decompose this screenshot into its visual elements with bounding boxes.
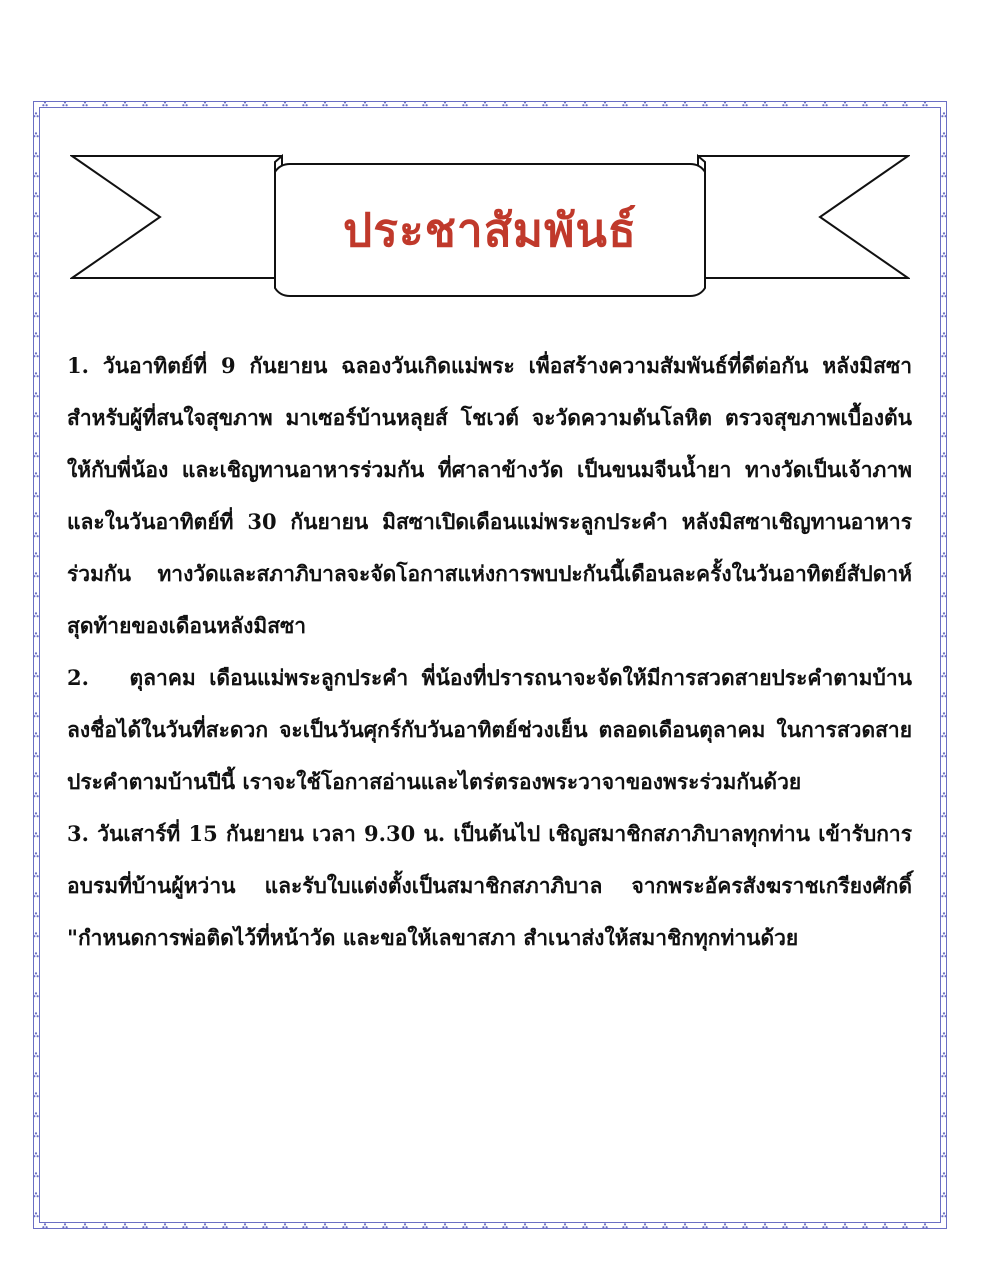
announcement-text: วันอาทิตย์ที่ 9 กันยายน ฉลองวันเกิดแม่พระ เพื่อสร้างความสัมพันธ์ที่ดีต่อกัน หลังมิสซาสำหรับผู้ที่สนใจสุขภาพ มาเซอร์บ้านหลุยส์ โชเวต์ จะวัดความดันโลหิต ตรวจสุขภาพเบื้องต้นให้กับพี่น้อง และเชิญทานอาหารร่วมกัน ที่ศาลาข้างวัด เป็นขนมจีนน้ำยา ทางวัดเป็นเจ้าภาพ และในวันอาทิตย์ที่ 30 กันยายน มิสซาเปิดเดือนแม่พระลูกประคำ หลังมิสซาเชิญทานอาหารร่วมกัน ทางวัดและสภาภิบาลจะจัดโอกาสแห่งการพบปะกันนี้เดือนละครั้งในวันอาทิตย์สัปดาห์สุดท้ายของเดือนหลังมิสซา — [67, 353, 913, 638]
border-ornament — [941, 1192, 946, 1197]
border-ornament — [33, 712, 38, 717]
border-ornament — [342, 101, 347, 106]
border-ornament — [102, 101, 107, 106]
border-ornament — [342, 1223, 347, 1228]
border-ornament — [941, 192, 946, 197]
border-ornament — [33, 752, 38, 757]
border-ornament — [33, 652, 38, 657]
border-ornament — [33, 392, 38, 397]
border-ornament — [941, 832, 946, 837]
border-ornament — [362, 1223, 367, 1228]
border-ornament — [662, 101, 667, 106]
border-ornament — [322, 1223, 327, 1228]
announcement-number: 3. — [67, 821, 89, 846]
border-ornament — [33, 572, 38, 577]
border-ornament — [941, 632, 946, 637]
border-ornament — [442, 101, 447, 106]
border-ornament — [482, 101, 487, 106]
border-ornament — [822, 101, 827, 106]
border-ornament — [33, 1152, 38, 1157]
border-ornament — [562, 101, 567, 106]
border-ornament — [33, 332, 38, 337]
border-ornament — [182, 1223, 187, 1228]
announcement-item-3 — [67, 808, 912, 964]
border-ornament — [941, 972, 946, 977]
border-ornament — [941, 612, 946, 617]
border-ornament — [422, 101, 427, 106]
border-ornament — [941, 932, 946, 937]
border-ornament — [622, 101, 627, 106]
border-ornament — [941, 172, 946, 177]
border-ornament — [941, 792, 946, 797]
border-ornament — [33, 532, 38, 537]
border-ornament — [33, 1132, 38, 1137]
border-ornament — [722, 101, 727, 106]
border-ornament — [941, 592, 946, 597]
announcement-number: 1. — [67, 353, 89, 378]
border-ornament — [33, 612, 38, 617]
border-ornament — [941, 232, 946, 237]
border-ornament — [33, 632, 38, 637]
border-ornament — [33, 412, 38, 417]
border-ornament — [941, 552, 946, 557]
border-ornament — [33, 672, 38, 677]
border-ornament — [941, 1032, 946, 1037]
border-ornament — [941, 1092, 946, 1097]
border-ornament — [82, 101, 87, 106]
border-ornament — [33, 992, 38, 997]
border-ornament — [122, 101, 127, 106]
border-ornament — [33, 1172, 38, 1177]
border-ornament — [941, 472, 946, 477]
border-ornament — [33, 1012, 38, 1017]
border-ornament — [802, 101, 807, 106]
border-ornament — [33, 152, 38, 157]
announcement-text: วันเสาร์ที่ 15 กันยายน เวลา 9.30 น. เป็นต้นไป เชิญสมาชิกสภาภิบาลทุกท่าน เข้ารับการอบรมที่บ้านผู้หว่าน และรับใบแต่งตั้งเป็นสมาชิกสภาภิบาล จากพระอัครสังฆราชเกรียงศักดิ์ "กำหนดการพ่อติดไว้ที่หน้าวัด และขอให้เลขาสภา สำเนาส่งให้สมาชิกทุกท่านด้วย — [67, 821, 912, 950]
border-ornament — [941, 1052, 946, 1057]
border-ornament — [941, 712, 946, 717]
border-ornament — [802, 1223, 807, 1228]
border-ornament — [762, 1223, 767, 1228]
border-ornament — [542, 101, 547, 106]
border-ornament — [262, 101, 267, 106]
announcement-text: ตุลาคม เดือนแม่พระลูกประคำ พี่น้องที่ปรารถนาจะจัดให้มีการสวดสายประคำตามบ้าน ลงชื่อได้ในวันที่สะดวก จะเป็นวันศุกร์กับวันอาทิตย์ช่วงเย็น ตลอดเดือนตุลาคม ในการสวดสายประคำตามบ้านปีนี้ เราจะใช้โอกาสอ่านและไตร่ตรองพระวาจาของพระร่วมกันด้วย — [67, 665, 912, 794]
border-ornament — [941, 952, 946, 957]
border-ornament — [941, 312, 946, 317]
border-ornament — [33, 432, 38, 437]
border-ornament — [642, 1223, 647, 1228]
border-ornament — [33, 192, 38, 197]
announcement-item-2 — [67, 652, 912, 808]
border-ornament — [242, 101, 247, 106]
border-ornament — [702, 101, 707, 106]
border-ornament — [33, 1092, 38, 1097]
border-ornament — [941, 992, 946, 997]
border-ornament — [782, 101, 787, 106]
border-ornament — [62, 101, 67, 106]
border-ornament — [322, 101, 327, 106]
border-ornament — [582, 1223, 587, 1228]
border-ornament — [941, 492, 946, 497]
border-ornament — [742, 1223, 747, 1228]
border-ornament — [662, 1223, 667, 1228]
border-ornament — [62, 1223, 67, 1228]
border-ornament — [941, 272, 946, 277]
border-ornament — [482, 1223, 487, 1228]
border-ornament — [33, 892, 38, 897]
border-ornament — [33, 512, 38, 517]
border-ornament — [422, 1223, 427, 1228]
border-ornament — [33, 772, 38, 777]
border-ornament — [941, 1212, 946, 1217]
border-ornament — [522, 1223, 527, 1228]
border-ornament — [941, 772, 946, 777]
border-ornament — [941, 252, 946, 257]
border-ornament — [33, 552, 38, 557]
border-ornament — [42, 1223, 47, 1228]
border-ornament — [33, 832, 38, 837]
border-ornament — [542, 1223, 547, 1228]
border-ornament — [202, 101, 207, 106]
border-ornament — [33, 272, 38, 277]
border-ornament — [402, 101, 407, 106]
border-ornament — [33, 372, 38, 377]
border-ornament — [941, 672, 946, 677]
border-ornament — [522, 101, 527, 106]
border-ornament — [33, 492, 38, 497]
border-ornament — [682, 101, 687, 106]
border-ornament — [33, 1212, 38, 1217]
border-ornament — [941, 512, 946, 517]
border-ornament — [941, 912, 946, 917]
border-ornament — [33, 452, 38, 457]
border-ornament — [882, 101, 887, 106]
border-ornament — [941, 452, 946, 457]
border-ornament — [602, 1223, 607, 1228]
border-ornament — [941, 412, 946, 417]
border-ornament — [902, 1223, 907, 1228]
border-ornament — [33, 732, 38, 737]
border-ornament — [602, 101, 607, 106]
border-ornament — [33, 1072, 38, 1077]
border-ornament — [33, 232, 38, 237]
border-ornament — [82, 1223, 87, 1228]
border-ornament — [941, 852, 946, 857]
border-ornament — [941, 1152, 946, 1157]
border-ornament — [33, 112, 38, 117]
border-ornament — [941, 1172, 946, 1177]
border-ornament — [33, 1032, 38, 1037]
border-ornament — [33, 932, 38, 937]
border-ornament — [882, 1223, 887, 1228]
border-ornament — [282, 101, 287, 106]
border-ornament — [442, 1223, 447, 1228]
border-ornament — [33, 592, 38, 597]
border-ornament — [182, 101, 187, 106]
border-ornament — [941, 332, 946, 337]
border-ornament — [642, 101, 647, 106]
border-ornament — [941, 652, 946, 657]
border-ornament — [941, 112, 946, 117]
border-ornament — [682, 1223, 687, 1228]
border-ornament — [941, 752, 946, 757]
border-ornament — [102, 1223, 107, 1228]
border-ornament — [122, 1223, 127, 1228]
border-ornament — [502, 101, 507, 106]
border-ornament — [941, 212, 946, 217]
border-ornament — [842, 101, 847, 106]
announcement-number: 2. — [67, 665, 89, 690]
border-ornament — [862, 101, 867, 106]
border-ornament — [33, 952, 38, 957]
border-ornament — [941, 532, 946, 537]
border-ornament — [33, 812, 38, 817]
border-ornament — [941, 872, 946, 877]
border-ornament — [782, 1223, 787, 1228]
border-ornament — [842, 1223, 847, 1228]
border-ornament — [582, 101, 587, 106]
border-ornament — [941, 812, 946, 817]
border-ornament — [162, 1223, 167, 1228]
border-ornament — [742, 101, 747, 106]
border-ornament — [33, 352, 38, 357]
border-ornament — [502, 1223, 507, 1228]
border-ornament — [922, 101, 927, 106]
border-ornament — [33, 912, 38, 917]
border-ornament — [33, 692, 38, 697]
border-ornament — [33, 132, 38, 137]
border-ornament — [222, 101, 227, 106]
border-ornament — [922, 1223, 927, 1228]
border-ornament — [941, 292, 946, 297]
border-ornament — [33, 972, 38, 977]
border-ornament — [33, 1052, 38, 1057]
border-ornament — [42, 101, 47, 106]
border-ornament — [941, 572, 946, 577]
border-ornament — [941, 152, 946, 157]
border-ornament — [362, 101, 367, 106]
border-ornament — [941, 692, 946, 697]
border-ornament — [941, 352, 946, 357]
border-ornament — [762, 101, 767, 106]
border-ornament — [462, 1223, 467, 1228]
border-ornament — [382, 101, 387, 106]
border-ornament — [33, 792, 38, 797]
border-ornament — [941, 1012, 946, 1017]
border-ornament — [33, 212, 38, 217]
page-title: ประชาสัมพันธ์ — [343, 203, 637, 257]
border-ornament — [33, 872, 38, 877]
border-ornament — [941, 732, 946, 737]
border-ornament — [222, 1223, 227, 1228]
border-ornament — [33, 172, 38, 177]
border-ornament — [462, 101, 467, 106]
border-ornament — [941, 1132, 946, 1137]
border-ornament — [142, 101, 147, 106]
border-ornament — [622, 1223, 627, 1228]
border-ornament — [402, 1223, 407, 1228]
border-ornament — [941, 372, 946, 377]
border-ornament — [941, 892, 946, 897]
border-ornament — [33, 852, 38, 857]
border-ornament — [33, 472, 38, 477]
border-ornament — [941, 1112, 946, 1117]
border-ornament — [242, 1223, 247, 1228]
border-ornament — [941, 132, 946, 137]
border-ornament — [202, 1223, 207, 1228]
border-ornament — [822, 1223, 827, 1228]
border-ornament — [562, 1223, 567, 1228]
border-ornament — [862, 1223, 867, 1228]
border-ornament — [33, 1192, 38, 1197]
border-ornament — [142, 1223, 147, 1228]
border-ornament — [33, 252, 38, 257]
border-ornament — [262, 1223, 267, 1228]
border-ornament — [33, 1112, 38, 1117]
ribbon-banner — [70, 150, 910, 300]
border-ornament — [382, 1223, 387, 1228]
border-ornament — [33, 292, 38, 297]
border-ornament — [33, 312, 38, 317]
border-ornament — [302, 1223, 307, 1228]
border-ornament — [941, 432, 946, 437]
border-ornament — [902, 101, 907, 106]
border-ornament — [302, 101, 307, 106]
announcement-item-1 — [67, 340, 912, 652]
border-ornament — [941, 1072, 946, 1077]
border-ornament — [941, 392, 946, 397]
border-ornament — [702, 1223, 707, 1228]
border-ornament — [722, 1223, 727, 1228]
border-ornament — [162, 101, 167, 106]
announcement-list — [67, 340, 912, 964]
border-ornament — [282, 1223, 287, 1228]
